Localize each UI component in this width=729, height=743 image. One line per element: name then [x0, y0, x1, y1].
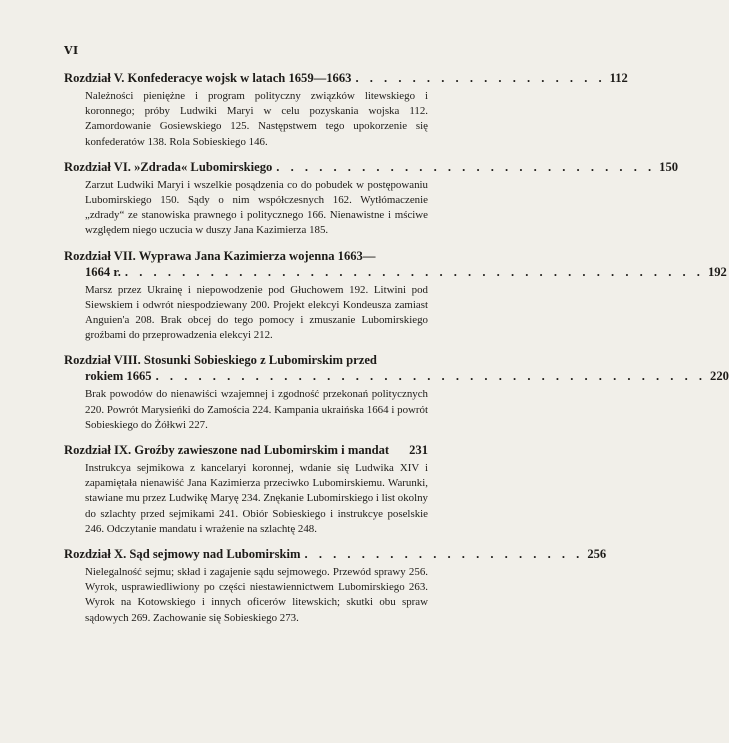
chapter-title-line1: Rozdział VII. Wyprawa Jana Kazimierza wojenna 1663—	[64, 248, 376, 263]
chapter-page: 220	[710, 369, 729, 384]
chapter-summary: Zarzut Ludwiki Maryi i wszelkie posądzenia co do pobudek w postępowaniu Lubomirskiego 150. Sądy o nim współczesnych 162. Wytłómaczenie „zdrady“ ze stanowiska prawnego i politycznego 166. Nienawistne i mściwe względem niego uczucia w duszy Jana Kazimierza 185.	[85, 178, 428, 237]
chapter-page: 192	[707, 264, 727, 279]
chapter-summary: Brak powodów do nienawiści wzajemnej i zgodność przekonań politycznych 220. Powrót Marysieńki do Zamościa 224. Kampania ukraińska 1664 i powrót Sobieskiego do Żółkwi 227.	[85, 388, 428, 431]
chapter-7	[64, 248, 727, 344]
chapter-title-line2: 1664 r.	[85, 264, 121, 279]
chapter-title-line1: Rozdział VIII. Stosunki Sobieskiego z Lubomirskim przed	[64, 353, 377, 368]
chapter-page: 112	[609, 71, 628, 85]
chapter-5	[64, 70, 628, 150]
chapter-heading[interactable]	[64, 442, 428, 458]
table-of-contents	[64, 70, 729, 635]
chapter-heading[interactable]: Rozdział VI. »Zdrada« Lubomirskiego . . . . . . . . . . . . . . . . . . . . . . . . . . . 150	[64, 159, 679, 174]
chapter-summary: Marsz przez Ukrainę i niepowodzenie pod Głuchowem 192. Litwini pod Siewskiem i odwrót niespodziewany 200. Projekt elekcyi Kondeusza zamiast Anguien'a 208. Brak obcej do tego pomocy i zmuszanie Lubomirskiego groźbami do przeprowadzenia elekcyi 212.	[85, 283, 428, 342]
chapter-title: Rozdział VI. »Zdrada« Lubomirskiego	[64, 159, 273, 174]
chapter-page: 150	[659, 159, 679, 174]
chapter-summary: Nielegalność sejmu; skład i zagajenie sądu sejmowego. Przewód sprawy 256. Wyrok, usprawiedliwiony po części niestawiennictwem Lubomirskiego 263. Wyrok na Kotowskiego i innych oficerów litewskich; skutki obu spraw sądowych 269. Zachowanie się Sobieskiego 273.	[85, 566, 428, 624]
chapter-title: Rozdział X. Sąd sejmowy nad Lubomirskim	[64, 547, 301, 562]
page-number: VI	[64, 44, 79, 57]
chapter-summary: Instrukcya sejmikowa z kancelaryi koronnej, wdanie się Ludwika XIV i zapamiętała nienawiść Jana Kazimierza przeciwko Lubomirskiemu. Warunki, stawiane mu przez Ludwikę Maryę 234. Znękanie Lubomirskiego i list okolny do szlachty przed sejmikami 241. Obiór Sobieskiego i instrukcye poselskie 246. Odczytanie mandatu i wrażenie na szlachtę 248.	[85, 462, 428, 535]
chapter-heading[interactable]: Rozdział V. Konfederacye wojsk w latach 1659—1663 . . . . . . . . . . . . . . . . . . 112	[64, 71, 628, 85]
chapter-heading[interactable]: Rozdział VII. Wyprawa Jana Kazimierza wojenna 1663— 1664 r. . . . . . . . . . . . . . . . . . . . . . . . . . . . . . . . . . . . . . . . . . 192	[64, 248, 727, 279]
chapter-heading[interactable]: Rozdział VIII. Stosunki Sobieskiego z Lubomirskim przed rokiem 1665 . . . . . . . . . . . . . . . . . . . . . . . . . . . . . . . . . . . . . . . 220	[64, 353, 729, 384]
chapter-page: 231	[409, 443, 428, 458]
chapter-10	[64, 546, 607, 626]
chapter-title: Rozdział V. Konfederacye wojsk w latach 1659—1663	[64, 71, 352, 85]
chapter-title: Rozdział IX. Groźby zawieszone nad Lubomirskim i mandat	[64, 443, 390, 458]
chapter-9	[64, 442, 428, 537]
chapter-title-line2: rokiem 1665	[85, 369, 152, 384]
chapter-page: 256	[587, 547, 607, 562]
chapter-summary: Należności pieniężne i program polityczny związków litewskiego i koronnego; próby Ludwiki Maryi w celu pozyskania wojska 112. Zamordowanie Gosiewskiego 125. Następstwem tego upokorzenie się konfederatów 138. Rola Sobieskiego 146.	[85, 90, 428, 148]
chapter-8	[64, 352, 729, 433]
chapter-heading[interactable]: Rozdział X. Sąd sejmowy nad Lubomirskim . . . . . . . . . . . . . . . . . . . . 256	[64, 547, 607, 562]
chapter-6	[64, 159, 679, 239]
